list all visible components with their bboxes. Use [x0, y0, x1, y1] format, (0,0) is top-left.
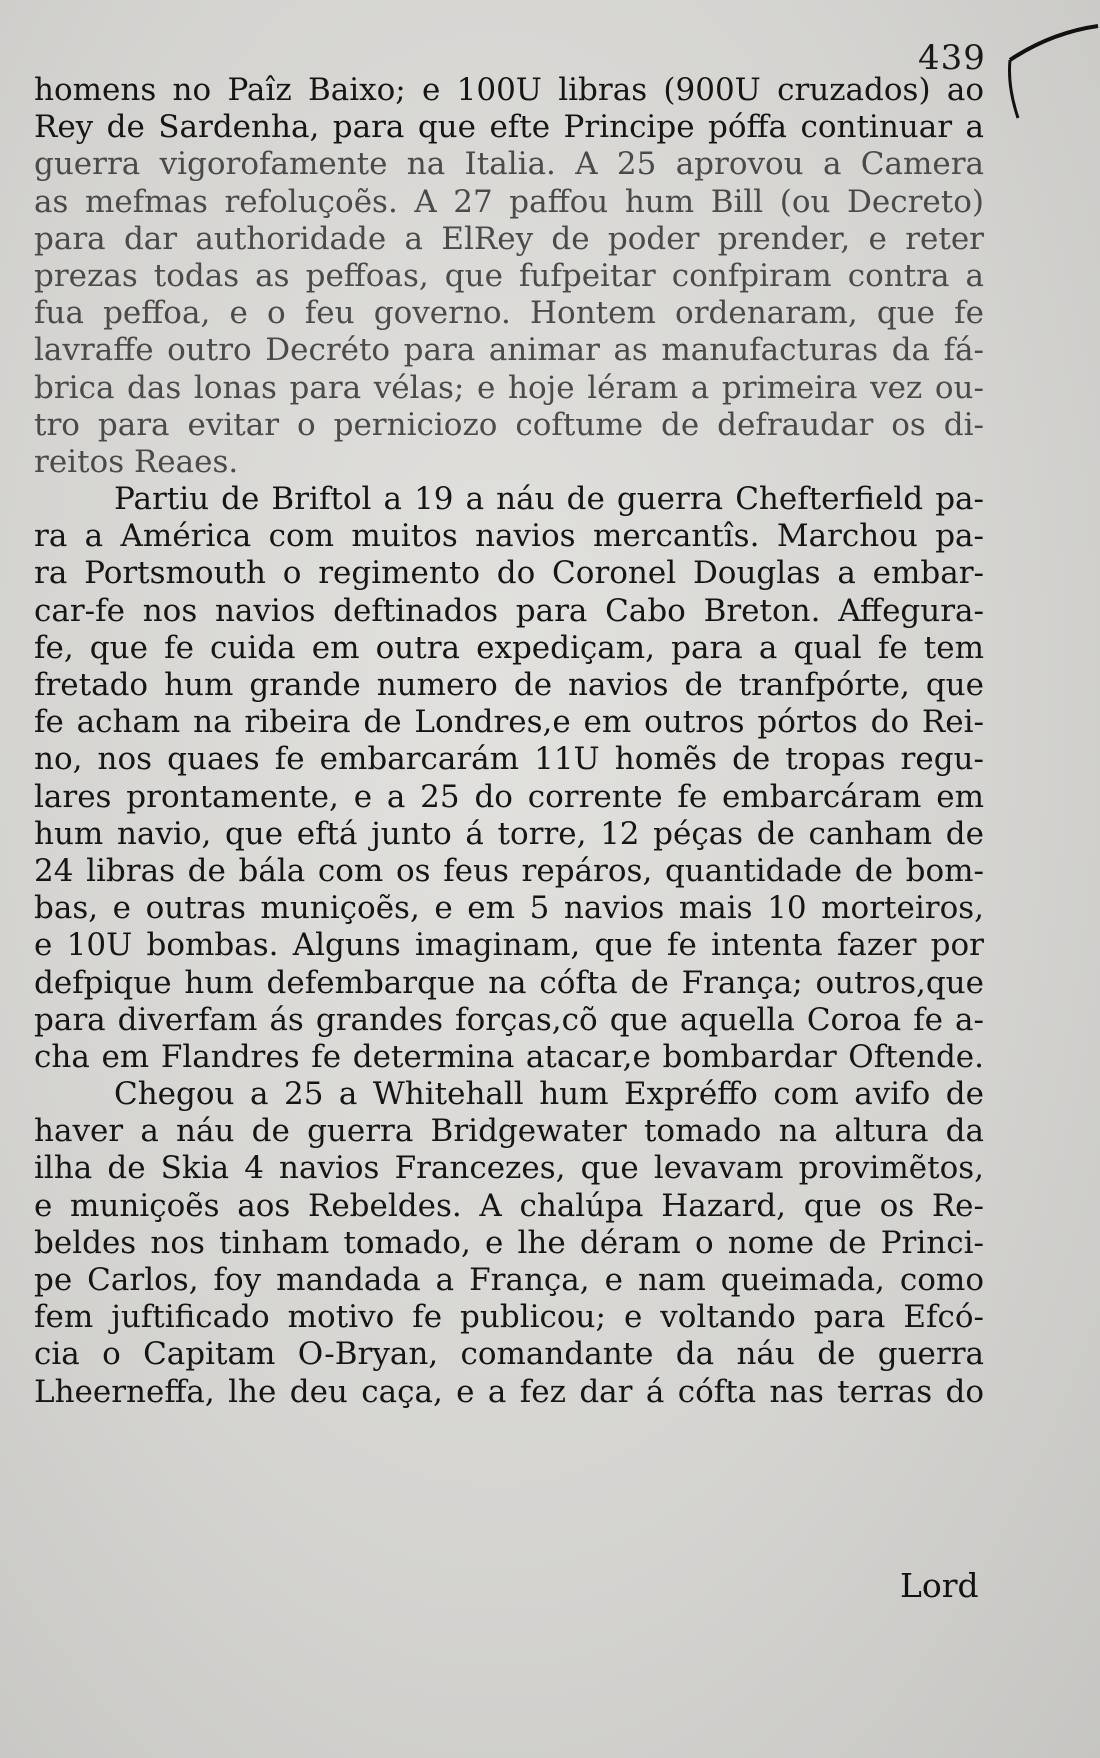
text-line: beldes nos tinham tomado, e lhe déram o nome de Princi- [34, 1224, 984, 1261]
text-line: ilha de Skia 4 navios Francezes, que levavam provimẽtos, [34, 1150, 984, 1187]
text-line: tro para evitar o perniciozo coftume de defraudar os di- [34, 406, 984, 443]
text-line: ra Portsmouth o regimento do Coronel Douglas a embar- [34, 555, 984, 592]
text-line: bas, e outras muniçoẽs, e em 5 navios mais 10 morteiros, [34, 890, 984, 927]
text-line: Rey de Sardenha, para que efte Principe póffa continuar a [34, 109, 984, 146]
text-line: cia o Capitam O-Bryan, comandante da náu de guerra [34, 1336, 984, 1373]
text-line: e 10U bombas. Alguns imaginam, que fe intenta fazer por [34, 927, 984, 964]
catchword: Lord [900, 1566, 979, 1605]
text-line: as mefmas refoluçoẽs. A 27 paffou hum Bill (ou Decreto) [34, 183, 984, 220]
text-line: e muniçoẽs aos Rebeldes. A chalúpa Hazard, que os Re- [34, 1187, 984, 1224]
text-line: brica das lonas para vélas; e hoje léram a primeira vez ou- [34, 369, 984, 406]
text-line: para dar authoridade a ElRey de poder prender, e reter [34, 220, 984, 257]
page-number: 439 [918, 38, 986, 78]
text-line: ra a América com muitos navios mercantîs. Marchou pa- [34, 518, 984, 555]
text-line: car-fe nos navios deftinados para Cabo Breton. Affegura- [34, 592, 984, 629]
text-line: defpique hum defembarque na cófta de França; outros,que [34, 964, 984, 1001]
text-line: cha em Flandres fe determina atacar,e bombardar Oftende. [34, 1038, 984, 1075]
text-line: fe, que fe cuida em outra expediçam, para a qual fe tem [34, 629, 984, 666]
text-line: lares prontamente, e a 25 do corrente fe embarcáram em [34, 778, 984, 815]
paragraph-start-line: Partiu de Briftol a 19 a náu de guerra Chefterfield pa- [114, 481, 984, 518]
text-line: haver a náu de guerra Bridgewater tomado na altura da [34, 1113, 984, 1150]
text-line: homens no Paîz Baixo; e 100U libras (900U cruzados) ao [34, 72, 984, 108]
paragraph-start-line: Chegou a 25 a Whitehall hum Expréffo com avifo de [114, 1076, 984, 1113]
text-line: no, nos quaes fe embarcarám 11U homẽs de tropas regu- [34, 741, 984, 778]
text-line: 24 libras de bála com os feus repáros, quantidade de bom- [34, 852, 984, 889]
text-line: fua peffoa, e o feu governo. Hontem ordenaram, que fe [34, 295, 984, 332]
text-line: prezas todas as peffoas, que fufpeitar confpiram contra a [34, 257, 984, 294]
body-text [34, 72, 984, 1411]
text-line: fe acham na ribeira de Londres,e em outros pórtos do Rei- [34, 704, 984, 741]
text-line: para diverfam ás grandes forças,cõ que aquella Coroa fe a- [34, 1001, 984, 1038]
text-line: pe Carlos, foy mandada a França, e nam queimada, como [34, 1262, 984, 1298]
text-line: fretado hum grande numero de navios de tranfpórte, que [34, 667, 984, 703]
text-line: fem juftificado motivo fe publicou; e voltando para Efcó- [34, 1299, 984, 1336]
text-line: lavraffe outro Decréto para animar as manufacturas da fá- [34, 332, 984, 369]
text-line: Lheerneffa, lhe deu caça, e a fez dar á cófta nas terras do [34, 1373, 984, 1410]
text-line: reitos Reaes. [34, 443, 239, 480]
text-line: hum navio, que eftá junto á torre, 12 péças de canham de [34, 815, 984, 852]
text-line: guerra vigorofamente na Italia. A 25 aprovou a Camera [34, 146, 984, 183]
